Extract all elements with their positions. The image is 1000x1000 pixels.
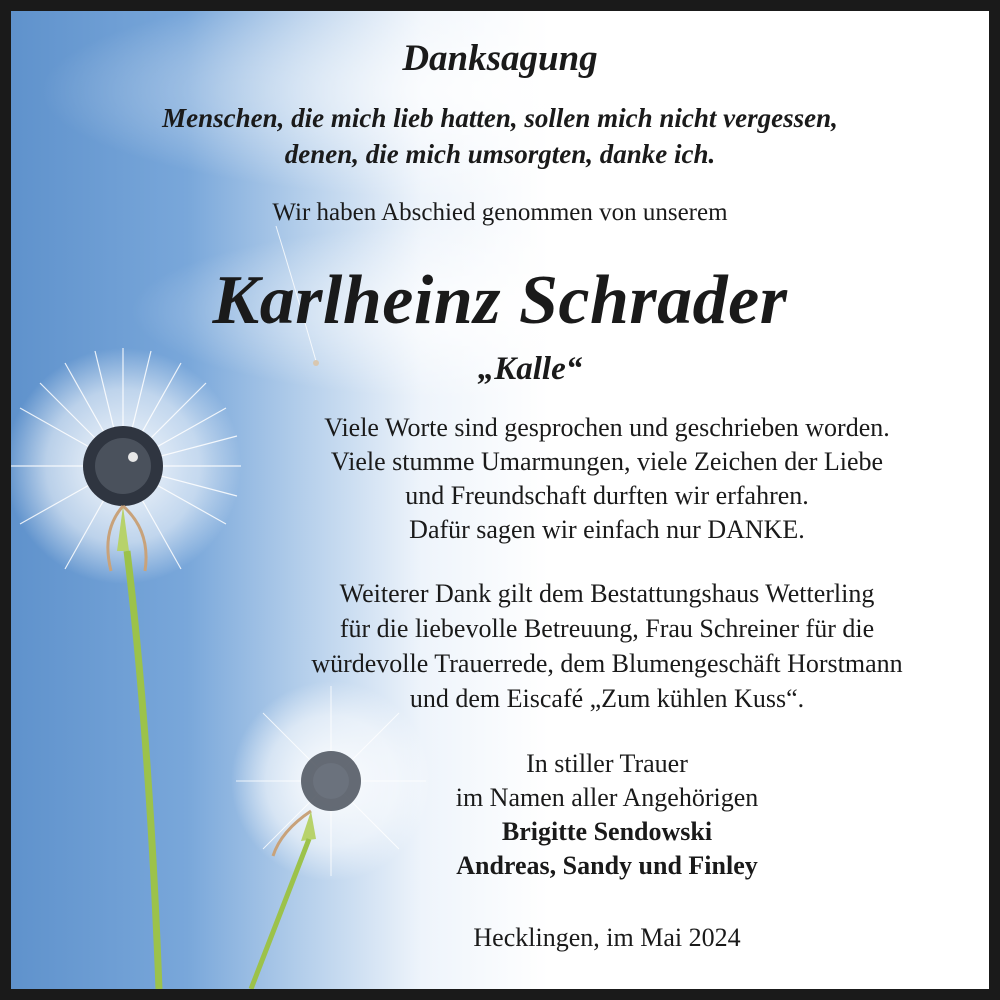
family-name-line: Andreas, Sandy und Finley bbox=[456, 851, 758, 880]
deceased-name: Karlheinz Schrader bbox=[212, 262, 788, 339]
intro-line: Wir haben Abschied genommen von unserem bbox=[272, 199, 728, 226]
notice-title: Danksagung bbox=[402, 38, 598, 79]
thanks-line: und Freundschaft durften wir erfahren. bbox=[405, 481, 809, 510]
mourning-line: In stiller Trauer bbox=[526, 749, 688, 778]
quote-line: denen, die mich umsorgten, danke ich. bbox=[284, 139, 716, 169]
further-thanks-line: Weiterer Dank gilt dem Bestattungshaus Wetterling bbox=[339, 579, 875, 608]
place-date: Hecklingen, im Mai 2024 bbox=[473, 923, 741, 952]
further-thanks-line: würdevolle Trauerrede, dem Blumengeschäft Horstmann bbox=[311, 649, 903, 678]
thanks-line: Viele Worte sind gesprochen und geschrieben worden. bbox=[324, 413, 890, 442]
thanks-line: Viele stumme Umarmungen, viele Zeichen der Liebe bbox=[330, 447, 884, 476]
quote-line: Menschen, die mich lieb hatten, sollen mich nicht vergessen, bbox=[162, 103, 838, 133]
nickname: „Kalle“ bbox=[477, 351, 583, 387]
further-thanks-line: für die liebevolle Betreuung, Frau Schreiner für die bbox=[339, 614, 875, 643]
mourning-line: im Namen aller Angehörigen bbox=[455, 783, 759, 812]
family-name-line: Brigitte Sendowski bbox=[501, 817, 713, 846]
notice-text bbox=[11, 11, 989, 989]
further-thanks-line: und dem Eiscafé „Zum kühlen Kuss“. bbox=[409, 684, 805, 713]
thanks-line: Dafür sagen wir einfach nur DANKE. bbox=[409, 515, 805, 544]
